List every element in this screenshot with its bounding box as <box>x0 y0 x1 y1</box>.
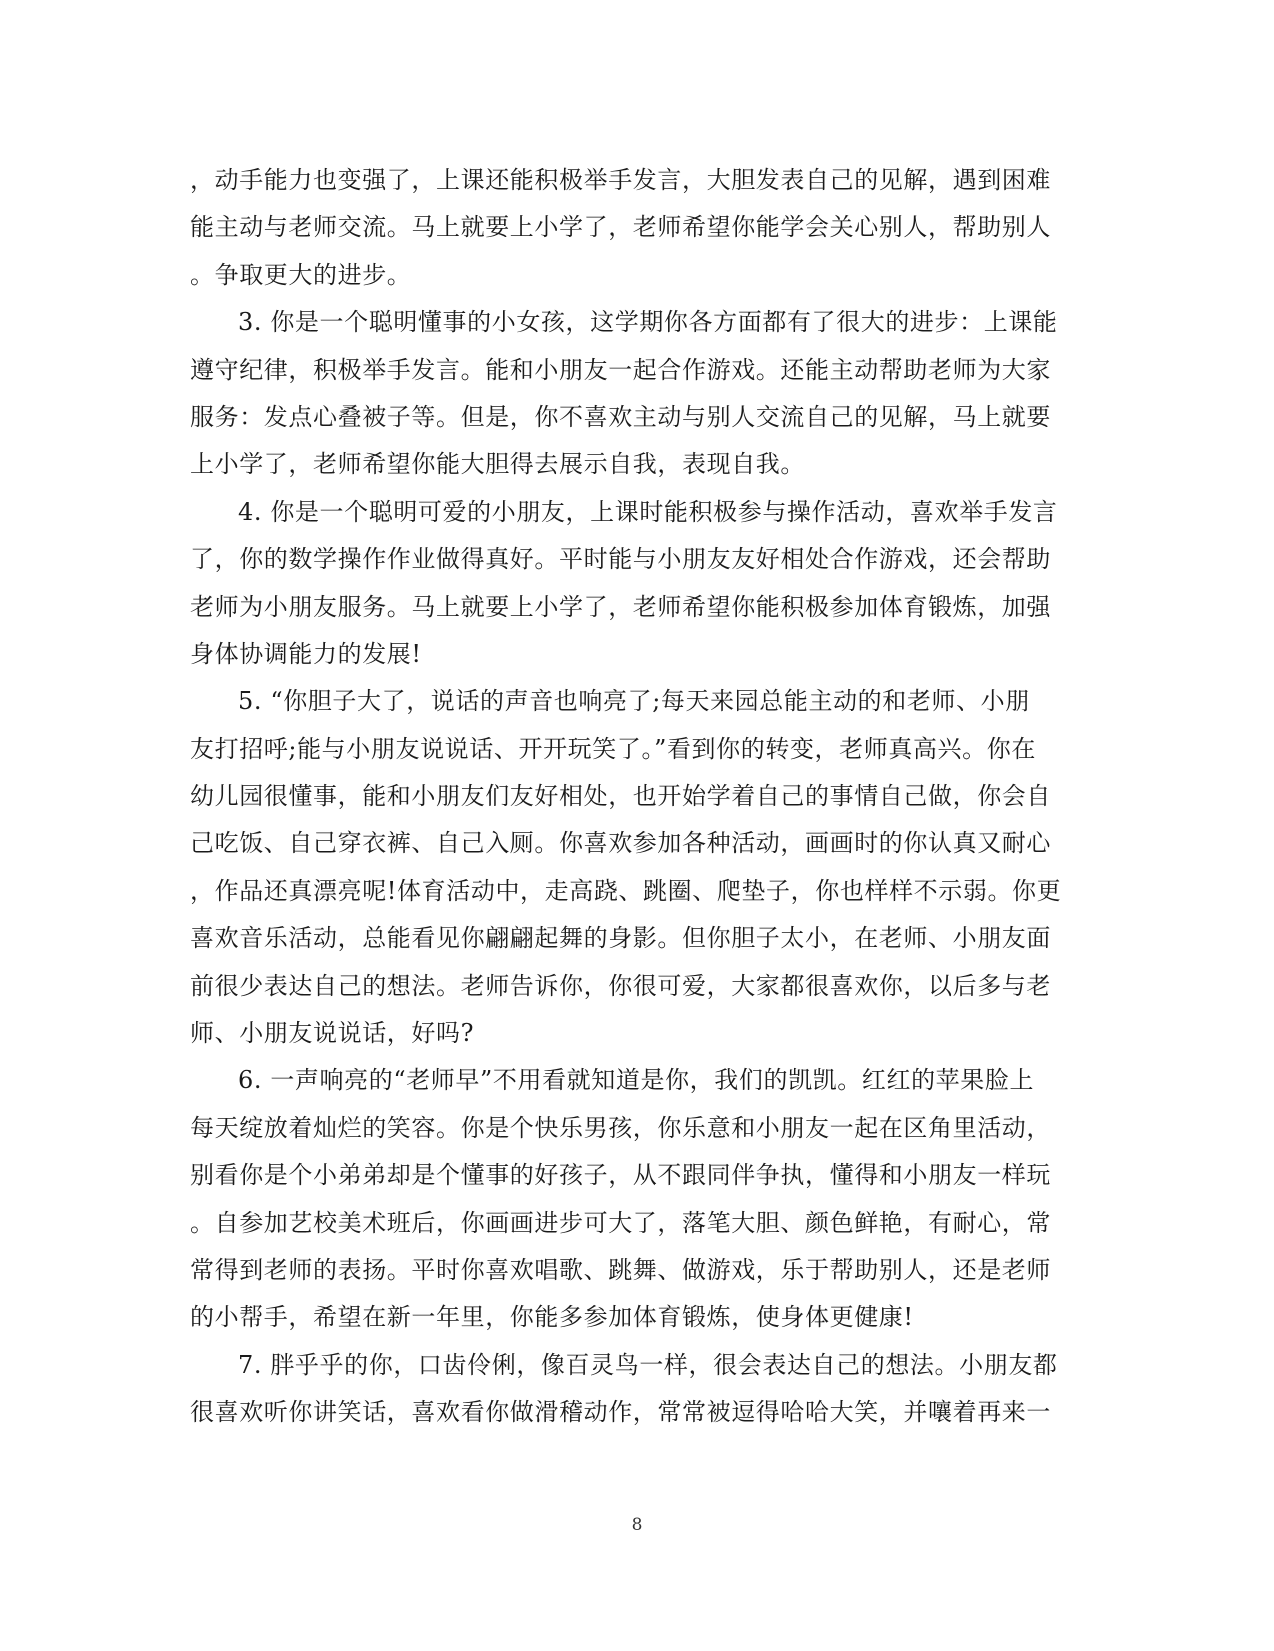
text-line: 遵守纪律，积极举手发言。能和小朋友一起合作游戏。还能主动帮助老师为大家 <box>190 355 1051 384</box>
text-line: 上小学了，老师希望你能大胆得去展示自我，表现自我。 <box>190 450 805 479</box>
text-line: 别看你是个小弟弟却是个懂事的好孩子，从不跟同伴争执，懂得和小朋友一样玩 <box>190 1161 1051 1190</box>
text-line: 常得到老师的表扬。平时你喜欢唱歌、跳舞、做游戏，乐于帮助别人，还是老师 <box>190 1255 1051 1284</box>
text-line: 师、小朋友说说话，好吗? <box>190 1019 475 1048</box>
text-line: 身体协调能力的发展! <box>190 639 422 668</box>
text-line: 5. “你胆子大了，说话的声音也响亮了;每天来园总能主动的和老师、小朋 <box>238 687 1030 716</box>
text-line: 4. 你是一个聪明可爱的小朋友，上课时能积极参与操作活动，喜欢举手发言 <box>238 497 1058 526</box>
text-line: ，动手能力也变强了，上课还能积极举手发言，大胆发表自己的见解，遇到困难 <box>190 166 1051 194</box>
text-line: 喜欢音乐活动，总能看见你翩翩起舞的身影。但你胆子太小，在老师、小朋友面 <box>190 924 1051 953</box>
body-text <box>190 157 1085 1437</box>
text-line: 友打招呼;能与小朋友说说话、开开玩笑了。”看到你的转变，老师真高兴。你在 <box>190 734 1036 763</box>
text-line: 。自参加艺校美术班后，你画画进步可大了，落笔大胆、颜色鲜艳，有耐心，常 <box>190 1208 1051 1237</box>
text-line: 3. 你是一个聪明懂事的小女孩，这学期你各方面都有了很大的进步：上课能 <box>238 308 1058 337</box>
text-line: 7. 胖乎乎的你，口齿伶俐，像百灵鸟一样，很会表达自己的想法。小朋友都 <box>238 1350 1058 1379</box>
text-line: ，作品还真漂亮呢!体育活动中，走高跷、跳圈、爬垫子，你也样样不示弱。你更 <box>190 876 1062 905</box>
text-line: 能主动与老师交流。马上就要上小学了，老师希望你能学会关心别人，帮助别人 <box>190 213 1051 242</box>
text-line: 了，你的数学操作作业做得真好。平时能与小朋友友好相处合作游戏，还会帮助 <box>190 545 1051 574</box>
text-line: 每天绽放着灿烂的笑容。你是个快乐男孩，你乐意和小朋友一起在区角里活动， <box>190 1113 1051 1142</box>
text-line: 很喜欢听你讲笑话，喜欢看你做滑稽动作，常常被逗得哈哈大笑，并嚷着再来一 <box>190 1398 1051 1427</box>
page-number: 8 <box>631 1515 643 1535</box>
text-line: 幼儿园很懂事，能和小朋友们友好相处，也开始学着自己的事情自己做，你会自 <box>190 782 1051 811</box>
text-line: 前很少表达自己的想法。老师告诉你，你很可爱，大家都很喜欢你，以后多与老 <box>190 971 1051 1000</box>
text-line: 老师为小朋友服务。马上就要上小学了，老师希望你能积极参加体育锻炼，加强 <box>190 592 1051 621</box>
text-line: 服务：发点心叠被子等。但是，你不喜欢主动与别人交流自己的见解，马上就要 <box>190 402 1051 431</box>
text-line: 己吃饭、自己穿衣裤、自己入厕。你喜欢参加各种活动，画画时的你认真又耐心 <box>190 829 1051 858</box>
text-line: 6. 一声响亮的“老师早”不用看就知道是你，我们的凯凯。红红的苹果脸上 <box>238 1066 1035 1095</box>
text-line: 的小帮手，希望在新一年里，你能多参加体育锻炼，使身体更健康! <box>190 1303 914 1332</box>
text-line: 。争取更大的进步。 <box>190 260 412 289</box>
